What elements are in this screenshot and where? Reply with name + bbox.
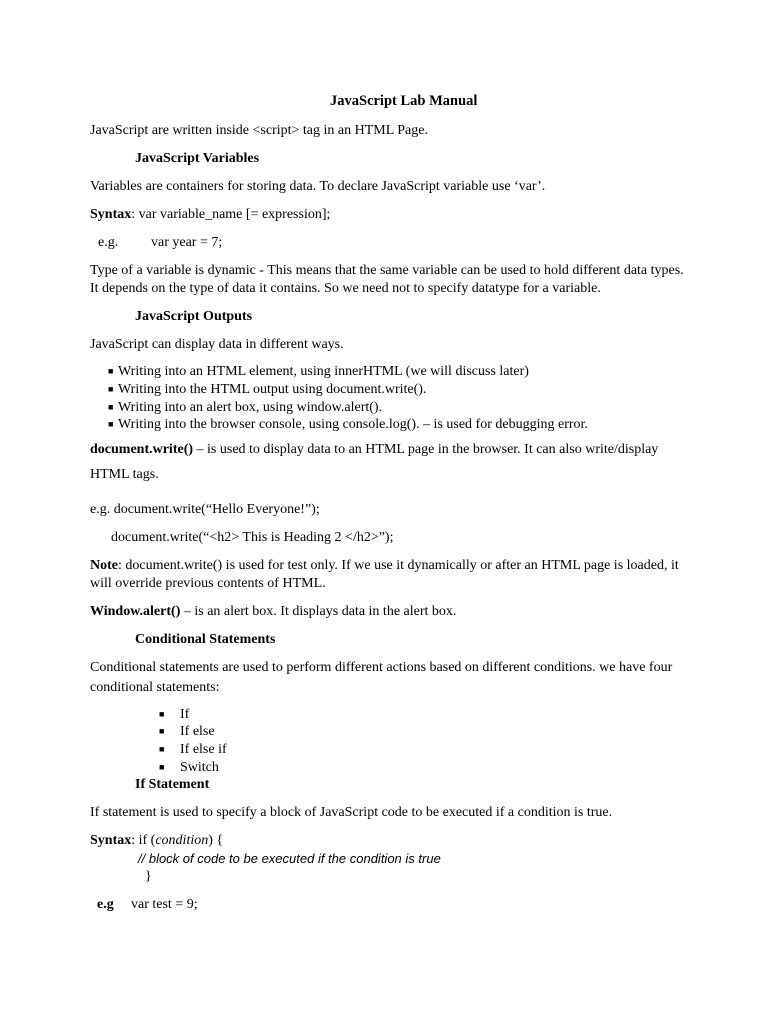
docwrite-line2: HTML tags. bbox=[90, 467, 159, 482]
alert-label: Window.alert() bbox=[90, 604, 181, 619]
variables-heading: JavaScript Variables bbox=[135, 151, 260, 166]
intro-line: JavaScript are written inside <script> tag in an HTML Page. bbox=[90, 123, 428, 138]
conditional-heading: Conditional Statements bbox=[135, 632, 276, 647]
bullet-icon: ■ bbox=[159, 744, 165, 754]
list-item: If else bbox=[180, 724, 215, 739]
variables-syntax bbox=[90, 206, 330, 223]
docwrite-text: – is used to display data to an HTML page in the browser. It can also write/display bbox=[193, 442, 659, 457]
if-syntax-condition: condition bbox=[155, 833, 209, 848]
outputs-desc: JavaScript can display data in different ways. bbox=[90, 337, 344, 352]
bullet-icon: ■ bbox=[159, 709, 165, 719]
bullet-icon: ■ bbox=[159, 762, 165, 772]
conditional-desc-2: conditional statements: bbox=[90, 680, 220, 695]
docwrite-line bbox=[90, 441, 658, 458]
note-label: Note bbox=[90, 558, 118, 573]
variables-dynamic-line1: Type of a variable is dynamic - This means that the same variable can be used to hold different data types. bbox=[90, 263, 684, 278]
conditional-desc-1: Conditional statements are used to perform different actions based on different conditions. we have four bbox=[90, 660, 673, 675]
if-syntax-pre: : if ( bbox=[131, 833, 156, 848]
variables-eg-code: var year = 7; bbox=[151, 235, 223, 250]
if-syntax-label: Syntax bbox=[90, 833, 132, 848]
if-syntax bbox=[90, 832, 223, 849]
bullet-icon: ■ bbox=[108, 402, 114, 412]
if-eg-code: var test = 9; bbox=[131, 897, 198, 912]
if-desc: If statement is used to specify a block of JavaScript code to be executed if a condition is true. bbox=[90, 805, 613, 820]
if-syntax-post: ) { bbox=[208, 833, 224, 848]
docwrite-label: document.write() bbox=[90, 442, 194, 457]
variables-desc: Variables are containers for storing data. To declare JavaScript variable use ‘var’. bbox=[90, 179, 546, 194]
list-item: Writing into an alert box, using window.alert(). bbox=[118, 400, 383, 415]
bullet-icon: ■ bbox=[108, 384, 114, 394]
variables-dynamic-line2: It depends on the type of data it contains. So we need not to specify datatype for a variable. bbox=[90, 281, 601, 296]
list-item: If bbox=[180, 707, 190, 722]
syntax-code: : var variable_name [= expression]; bbox=[131, 207, 331, 222]
if-eg-label: e.g bbox=[97, 897, 114, 912]
bullet-icon: ■ bbox=[159, 726, 165, 736]
variables-eg-label: e.g. bbox=[98, 235, 119, 250]
docwrite-example-2: document.write(“<h2> This is Heading 2 </h2>”); bbox=[111, 530, 394, 545]
if-code-close: } bbox=[145, 869, 152, 884]
bullet-icon: ■ bbox=[108, 366, 114, 376]
if-heading: If Statement bbox=[135, 777, 210, 792]
list-item: Switch bbox=[180, 760, 219, 775]
note-line bbox=[90, 557, 679, 574]
list-item: Writing into the HTML output using document.write(). bbox=[118, 382, 427, 397]
docwrite-example-1: e.g. document.write(“Hello Everyone!”); bbox=[90, 502, 320, 517]
outputs-heading: JavaScript Outputs bbox=[135, 309, 253, 324]
list-item: Writing into the browser console, using console.log(). – is used for debugging error. bbox=[118, 417, 588, 432]
list-item: If else if bbox=[180, 742, 227, 757]
if-code-comment: // block of code to be executed if the condition is true bbox=[138, 851, 441, 866]
note-line2: will override previous contents of HTML. bbox=[90, 576, 326, 591]
note-text: : document.write() is used for test only. If we use it dynamically or after an HTML page is loaded, it bbox=[118, 558, 679, 573]
alert-line bbox=[90, 603, 456, 620]
doc-title: JavaScript Lab Manual bbox=[330, 93, 478, 109]
bullet-icon: ■ bbox=[108, 419, 114, 429]
syntax-label: Syntax bbox=[90, 207, 132, 222]
list-item: Writing into an HTML element, using innerHTML (we will discuss later) bbox=[118, 364, 529, 379]
alert-text: – is an alert box. It displays data in the alert box. bbox=[180, 604, 457, 619]
